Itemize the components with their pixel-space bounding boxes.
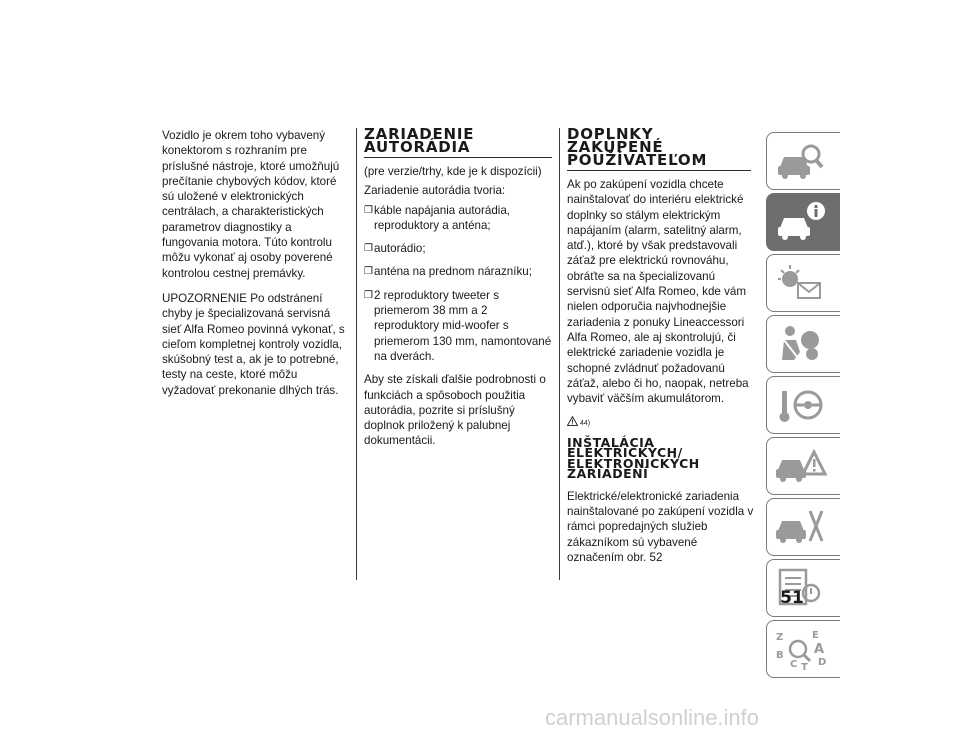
- tab-seatbelt-airbag[interactable]: [766, 315, 840, 373]
- tab-alphabet-index[interactable]: [766, 620, 840, 678]
- section-heading-accessories: DOPLNKY ZAKÚPENÉ POUŽÍVATEĽOM: [567, 128, 751, 171]
- car-warning-icon: [772, 444, 828, 488]
- column-left: [162, 128, 349, 408]
- index-letter: D: [818, 657, 827, 668]
- index-letter: E: [812, 630, 819, 641]
- car-tools-icon: [772, 505, 828, 549]
- warning-ref-number: 44): [580, 420, 591, 428]
- warning-reference: [567, 416, 757, 431]
- column-divider: [356, 128, 357, 580]
- radio-outro: Aby ste získali ďalšie podrobnosti o funkciách a spôsoboch použitia autorádia, pozrite si príslušný doplnok priložený k palubnej dokumentácii.: [364, 373, 546, 448]
- page-number: 51: [780, 588, 804, 608]
- car-info-icon: [772, 200, 828, 244]
- key-steering-icon: [772, 383, 828, 427]
- index-letter: A: [814, 642, 825, 657]
- lights-message-icon: [772, 261, 828, 305]
- list-item: ❒ 2 reproduktory tweeter s priemerom 38 mm a 2 reproduktory mid-woofer s priemerom 130 mm, namontované na dverách.: [364, 288, 552, 364]
- radio-components-list: [364, 203, 552, 365]
- list-item: ❒ autorádio;: [364, 241, 552, 256]
- paragraph-diagnostics: Vozidlo je okrem toho vybavený konektorom s rozhraním pre príslušné nástroje, ktoré umožňujú prečítanie chybových kódov, ktoré sú uložené v elektronických centrálach, a charakteristických parametrov diagnostiky a fungovania motora. Túto kontrolu môžu vykonať aj osoby poverené kontrolou cestnej premávky.: [162, 129, 340, 280]
- tab-key-steering[interactable]: [766, 376, 840, 434]
- warning-triangle-icon: [567, 416, 578, 426]
- tab-car-info[interactable]: [766, 193, 840, 251]
- section-heading-installation: INŠTALÁCIA ELEKTRICKÝCH/ ELEKTRONICKÝCH ZARIADENÍ: [567, 434, 700, 482]
- index-letter: C: [790, 659, 798, 670]
- index-letter: B: [776, 650, 784, 661]
- paragraph-warning-note: UPOZORNENIE Po odstránení chyby je špecializovaná servisná sieť Alfa Romeo povinná vykonať, s cieľom kompletnej kontroly vozidla, skúšobný test a, ak je to potrebné, testy na ceste, ktoré môžu vyžadovať prekonanie dlhých trás.: [162, 291, 345, 397]
- paragraph-accessories: Ak po zakúpení vozidla chcete nainštalovať do interiéru elektrické doplnky so stálym elektrickým napájaním (alarm, satelitný alarm, atď.), ktoré by však predstavovali záťaž pre elektrickú rovnováhu, obráťte sa na špecializovanú servisnú sieť Alfa Romeo, kde vám nielen odporučia najvhodnejšie zariadenia z ponuky Lineaccessori Alfa Romeo, ale aj skontrolujú, či elektrické zariadenie vozidla je schopné zvládnuť požadovanú záťaž, alebo či ho, naopak, netreba vybaviť väčším akumulátorom.: [567, 178, 749, 406]
- list-item: ❒ káble napájania autorádia, reproduktory a anténa;: [364, 203, 552, 234]
- radio-lead: Zariadenie autorádia tvoria:: [364, 184, 506, 198]
- index-letter: Z: [776, 632, 784, 643]
- watermark: carmanualsonline.info: [545, 705, 760, 730]
- column-middle: [364, 125, 552, 459]
- tab-car-search[interactable]: [766, 132, 840, 190]
- alphabet-index-icon: [772, 627, 828, 671]
- section-heading-car-radio: ZARIADENIE AUTORÁDIA: [364, 128, 552, 158]
- tab-lights-message[interactable]: [766, 254, 840, 312]
- tab-car-tools[interactable]: [766, 498, 840, 556]
- availability-note: (pre verzie/trhy, kde je k dispozícii): [364, 165, 542, 178]
- index-letter: T: [801, 662, 808, 671]
- car-search-icon: [772, 139, 828, 183]
- list-item: ❒ anténa na prednom nárazníku;: [364, 264, 552, 279]
- seatbelt-airbag-icon: [772, 322, 828, 366]
- paragraph-installation: Elektrické/elektronické zariadenia nainštalované po zakúpení vozidla v rámci popredajných služieb zákazníkom sú vybavené označením obr. 52: [567, 489, 754, 564]
- tab-car-warning[interactable]: [766, 437, 840, 495]
- column-divider: [559, 128, 560, 580]
- column-right: [567, 125, 757, 575]
